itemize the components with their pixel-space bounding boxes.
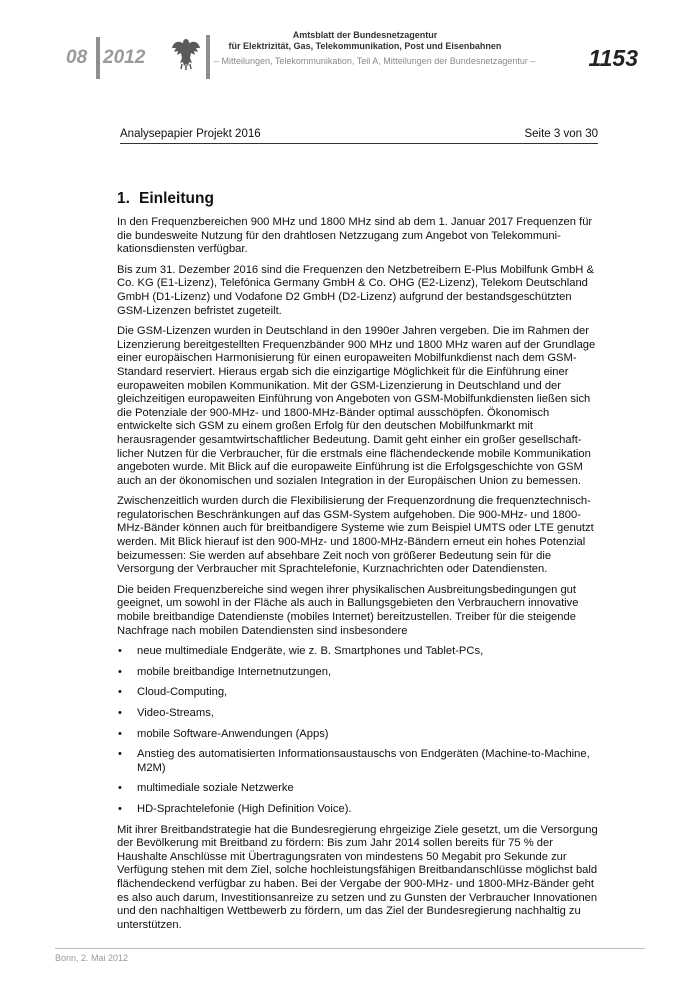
paragraph: Die GSM-Lizenzen wurden in Deutschland in den 1990er Jahren vergeben. Die im Rahmen der Lizenzierung bereitgestellten Frequenzbänder 900 MHz und 1800 MHz waren auf der Grundlage einer europäischen Harmonisierung für einen europaweiten Mobilfunkdienst nach dem GSM-Standard reserviert. Hieraus ergab sich die einzigartige Möglichkeit für die Einführung einer europaweiten mobilen Kommunikation. Mit der GSM-Lizenzierung in Deutschland und der gleichzeitigen europaweiten Einführung von Angeboten von GSM-Mobilfunkdiensten ließen sich die Potenziale der 900-MHz- und 1800-MHz-Bänder optimal ausschöpfen. Ökonomisch entwickelte sich GSM zu einem großen Erfolg für den deutschen Mobilfunkmarkt mit herausragender gesamtwirtschaftlicher Bedeutung. Damit geht einher ein großer gesellschaftlicher Nutzen für die Verbraucher, für die erstmals eine flächendeckende mobile Kommunikation angeboten wurde. Mit Blick auf die europaweite Einführung ist die Erfolgsgeschichte von GSM auch an der ökonomischen und sozialen Integration in der Europäischen Union zu bemessen. [117,325,596,487]
list-item [117,782,602,796]
list-item [117,748,602,775]
masthead-divider [96,37,100,79]
issue-year: 2012 [103,47,146,68]
bullet-list [117,645,602,816]
paragraph: In den Frequenzbereichen 900 MHz und 1800 MHz sind ab dem 1. Januar 2017 Frequenzen für die bundesweite Nutzung für den drahtlosen Netzzugang zum Angebot von Telekommunikationsdiensten verfügbar. [117,216,593,256]
list-item-text: multimediale soziale Netzwerke [137,782,294,795]
list-item-text: Cloud-Computing, [137,686,228,699]
paragraph: Die beiden Frequenzbereiche sind wegen ihrer physikalischen Ausbreitungsbedingungen gut geeignet, um sowohl in der Fläche als auch in Ballungsgebieten den Verbrauchern innovative mobile breitbandige Datendienste (mobiles Internet) bereitzustellen. Treiber für die steigende Nachfrage nach mobilen Datendiensten sind insbesondere [117,583,579,637]
list-item [117,686,602,700]
list-item-text: Anstieg des automatisierten Informationsaustauschs von Endgeräten (Machine-to-Machine, M2M) [137,748,590,774]
footer-date: Bonn, 2. Mai 2012 [55,953,129,963]
document-title: Analysepapier Projekt 2016 [120,128,261,140]
gazette-title-line2: für Elektrizität, Gas, Telekommunikation, Post und Eisenbahnen [228,41,502,51]
document-header [120,128,598,144]
list-item-text: neue multimediale Endgeräte, wie z. B. Smartphones und Tablet-PCs, [137,645,484,658]
federal-eagle-icon [170,36,202,72]
bullet-icon: • [118,686,122,699]
section-number: 1. [117,190,130,207]
list-item [117,645,602,659]
section-heading [117,190,602,208]
list-item-text: Video-Streams, [137,707,214,719]
bullet-icon: • [118,665,122,678]
list-item [117,666,602,680]
gazette-title-line1: Amtsblatt der Bundesnetzagentur [292,30,438,40]
bullet-icon: • [118,802,122,815]
paragraph: Bis zum 31. Dezember 2016 sind die Frequenzen den Netzbetreibern E-Plus Mobilfunk GmbH & Co. KG (E1-Lizenz), Telefónica Germany GmbH & Co. OHG (E2-Lizenz), Telekom Deutschland GmbH (D1-Lizenz) und Vodafone D2 GmbH (D2-Lizenz) aufgrund der bestandsgeschützten GSM-Lizenzen befristet zugeteilt. [117,263,594,317]
main-content [117,190,602,939]
list-item-text: mobile breitbandige Internetnutzungen, [137,665,332,678]
masthead [0,0,700,90]
issue-number: 08 [66,47,88,68]
bullet-icon: • [118,748,122,761]
footer-divider [55,948,645,949]
paragraph: Mit ihrer Breitbandstrategie hat die Bundesregierung ehrgeizige Ziele gesetzt, um die Versorgung der Bevölkerung mit Breitband zu fördern: Bis zum Jahr 2014 sollen bereits für 75 % der Haushalte Anschlüsse mit Übertragungsraten von mindestens 50 Megabit pro Sekunde zur Verfügung stehen mit dem Ziel, solche hochleistungsfähigen Breitbandanschlüsse möglichst bald flächendeckend verfügbar zu haben. Bei der Vergabe der 900-MHz- und 1800-MHz-Bänder geht es also auch darum, Investitionsanreize zu setzen und zu Gunsten der Verbraucher Innovationen und den nachhaltigen Wettbewerb zu fördern, um das Ziel der Bundesregierung nachhaltig zu unterstützen. [117,823,598,931]
list-item [117,803,602,817]
list-item [117,728,602,742]
bullet-icon: • [118,707,122,719]
gazette-title [220,30,510,52]
page-number: 1153 [588,45,638,71]
masthead-divider [206,35,210,79]
bullet-icon: • [118,727,122,740]
bullet-icon: • [118,782,122,795]
section-title: Einleitung [139,190,214,207]
list-item-text: HD-Sprachtelefonie (High Definition Voice). [137,802,352,815]
list-item-text: mobile Software-Anwendungen (Apps) [137,727,329,740]
page-indicator: Seite 3 von 30 [524,128,598,140]
bullet-icon: • [118,645,122,658]
paragraph: Zwischenzeitlich wurden durch die Flexibilisierung der Frequenzordnung die frequenztechnisch-regulatorischen Beschränkungen auf das GSM-System aufgehoben. Die 900-MHz- und 1800-MHz-Bänder können auch für breitbandigere Systeme wie zum Beispiel UMTS oder LTE genutzt werden. Mit Blick hierauf ist den 900-MHz- und 1800-MHz-Bändern erneut ein hohes Potenzial beizumessen: Sie werden auf absehbare Zeit noch von größerer Bedeutung sein für die Versorgung der Verbraucher mit Sprachtelefonie, Kurznachrichten oder Datendiensten. [117,495,594,576]
list-item [117,707,602,721]
gazette-subtitle: – Mitteilungen, Telekommunikation, Teil A, Mitteilungen der Bundesnetzagentur – [214,56,536,66]
